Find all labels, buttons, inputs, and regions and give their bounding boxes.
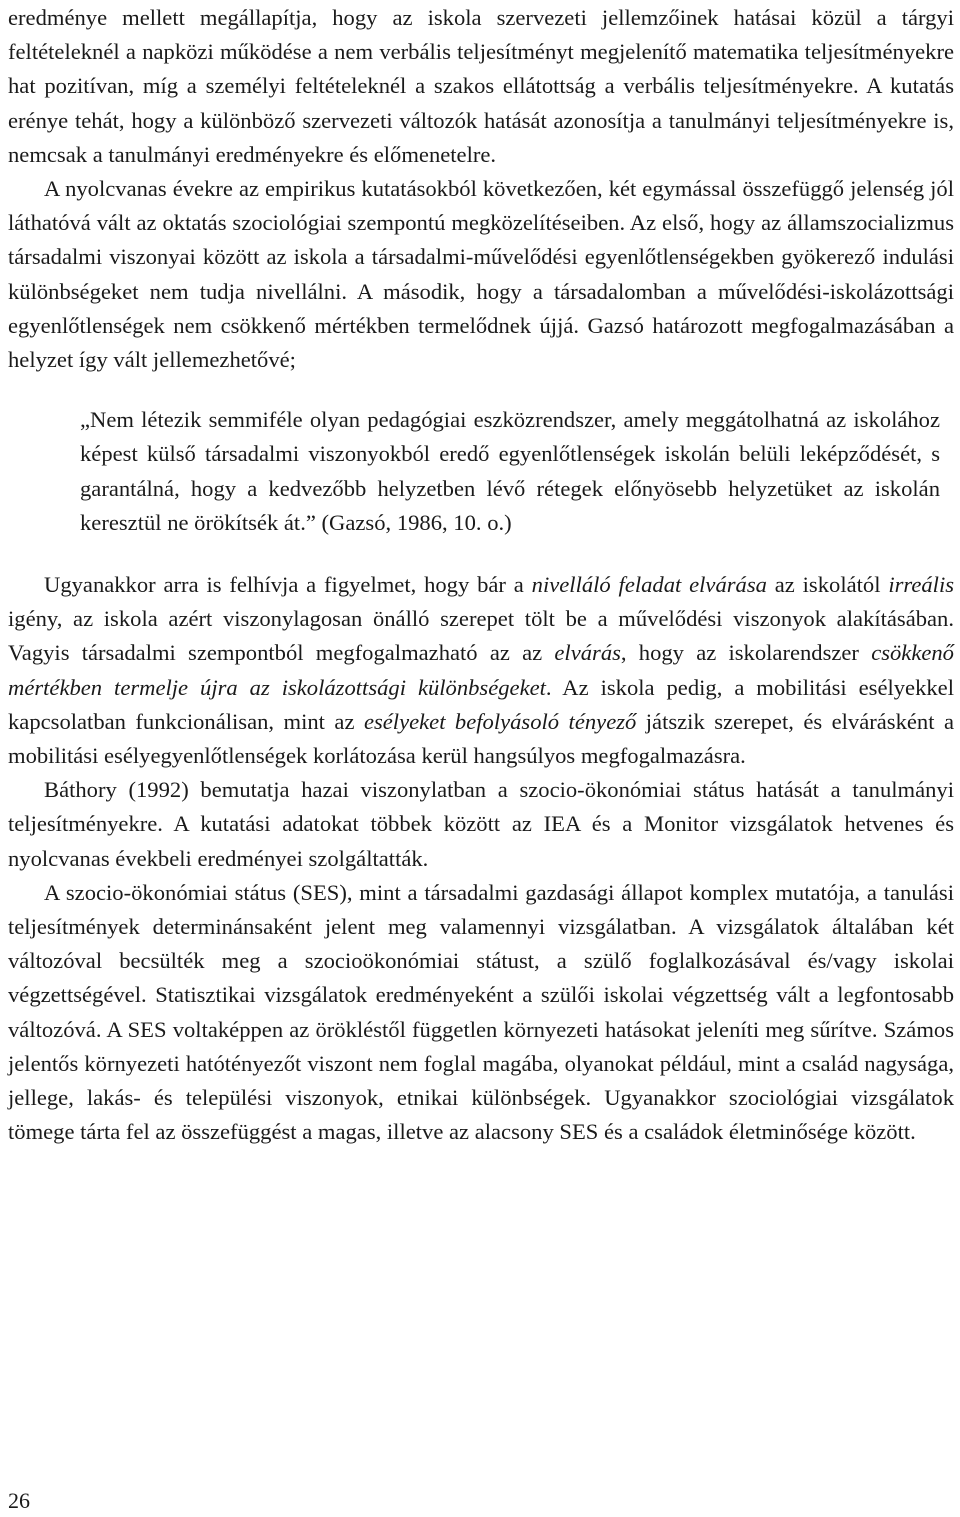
block-quote: „Nem létezik semmiféle olyan pedagógiai eszközrendszer, amely meggátolhatná az iskolához képest külső társadalmi viszonyokból eredő egyenlőtlenségek iskolán belüli leképződését, s garantálná, hogy a kedvezőbb helyzetben lévő rétegek előnyösebb helyzetüket az iskolán keresztül ne örökítsék át.” (Gazsó, 1986, 10. o.) (80, 407, 940, 535)
paragraph-4: Báthory (1992) bemutatja hazai viszonylatban a szocio-ökonómiai státus hatását a tanulmányi teljesítményekre. A kutatási adatokat többek között az IEA és a Monitor vizsgálatok hetvenes és nyolcvanas évekbeli eredményei szolgáltatták. (8, 777, 954, 871)
paragraph-2: A nyolcvanas évekre az empirikus kutatásokból következően, két egymással összefüggő jelenség jól láthatóvá vált az oktatás szociológiai szempontú megközelítéseiben. Az első, hogy az államszocializmus társadalmi viszonyai között az iskola a társadalmi-művelődési egyenlőtlenségekben gyökerező indulási különbségeket nem tudja nivellálni. A második, hogy a társadalomban a művelődési-iskolázottsági egyenlőtlenségek nem csökkenő mértékben termelődnek újjá. Gazsó határozott megfogalmazásában a helyzet így vált jellemezhetővé; (8, 176, 954, 373)
paragraph-3-emphasis-4: csökkenő mértékben termelje újra az iskolázottsági különbségeket (8, 640, 954, 700)
paragraph-3-text-2: az iskolától (766, 572, 889, 598)
paragraph-3-emphasis-2: irreális (888, 572, 955, 598)
page-number: 26 (8, 1488, 30, 1513)
paragraph-5: A szocio-ökonómiai státus (SES), mint a társadalmi gazdasági állapot komplex mutatója, a tanulási teljesítmények determinánsaként jelent meg valamennyi vizsgálatban. A vizsgálatok általában két változóval becsülték meg a szocioökonómiai státust, a szülő foglalkozásával és/vagy iskolai végzettségével. Statisztikai vizsgálatok eredményeként a szülői iskolai végzettség vált a legfontosabb változóvá. A SES voltaképpen az örökléstől független környezeti hatásokat jeleníti meg sűrítve. Számos jelentős környezeti hatótényezőt viszont nem foglal magába, olyanokat például, mint a család nagysága, jellege, lakás- és települési viszonyok, etnikai különbségek. Ugyanakkor szociológiai vizsgálatok tömege tárta fel az összefüggést a magas, illetve az alacsony SES és a családok életminősége között. (8, 879, 954, 1145)
paragraph-3-text-6: játszik szerepet, és elvárásként a mobilitási esélyegyenlőtlenségek korlátozása kerül hangsúlyos megfogalmazásra. (8, 708, 954, 769)
paragraph-3-emphasis-3: elvárás (554, 640, 621, 666)
paragraph-3-text-1: Ugyanakkor arra is felhívja a figyelmet, hogy bár a (44, 572, 532, 598)
paragraph-3-text-4: , hogy az iskolarendszer (620, 640, 872, 666)
paragraph-3-text-3: igény, az iskola azért viszonylagosan önálló szerepet tölt be a művelődési viszonyok alakításában. Vagyis társadalmi szempontból megfogalmazható az az (8, 606, 954, 666)
paragraph-3-emphasis-5: esélyeket befolyásoló tényező (363, 708, 637, 734)
paragraph-1: eredménye mellett megállapítja, hogy az iskola szervezeti jellemzőinek hatásai közül a tárgyi feltételeknél a napközi működése a nem verbális teljesítményt megjelenítő matematika teljesítményekre hat pozitívan, míg a személyi feltételeknél a szakos ellátottság a verbális teljesítményekre. A kutatás erénye tehát, hogy a különböző szervezeti változók hatását azonosítja a tanulmányi teljesítményekre is, nemcsak a tanulmányi eredményekre és előmenetelre. (8, 5, 954, 167)
paragraph-3 (8, 568, 954, 773)
document-page (8, 0, 954, 1150)
paragraph-3-text-5: . Az iskola pedig, a mobilitási esélyekkel kapcsolatban funkcionálisan, mint az (8, 674, 954, 734)
paragraph-3-emphasis-1: nivelláló feladat elvárása (531, 572, 767, 598)
